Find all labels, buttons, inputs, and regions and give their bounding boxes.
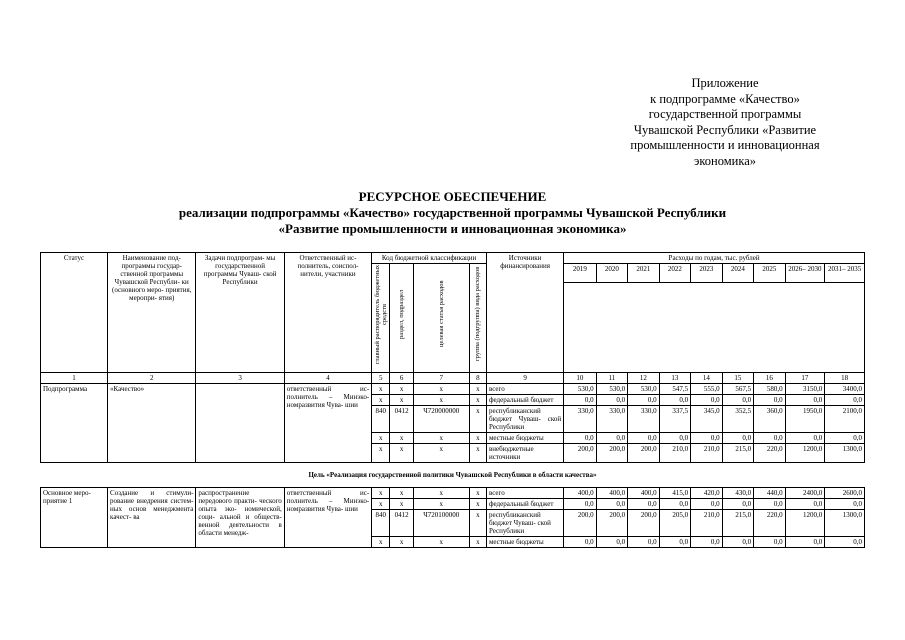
cell-value: 0,0 <box>628 537 659 548</box>
appendix-line: экономика» <box>693 153 757 168</box>
column-number: 4 <box>284 373 371 384</box>
cell-value: 0,0 <box>785 537 825 548</box>
cell-value: 440,0 <box>754 488 785 499</box>
header-status: Статус <box>41 253 108 373</box>
column-number: 11 <box>596 373 627 384</box>
cell-group: x <box>469 433 486 444</box>
cell-value: 330,0 <box>628 406 659 433</box>
cell-source: внебюджетные источники <box>486 444 563 463</box>
cell-value: 530,0 <box>564 384 597 395</box>
cell-value: 1200,0 <box>785 444 825 463</box>
cell-target: x <box>413 384 469 395</box>
column-number: 16 <box>754 373 785 384</box>
cell-grbs: x <box>372 488 390 499</box>
row-executor: ответственный ис- полнитель – Минэко- номразвития Чува- шии <box>284 384 371 463</box>
cell-value: 0,0 <box>628 433 659 444</box>
cell-group: x <box>469 537 486 548</box>
cell-value: 200,0 <box>596 510 627 537</box>
cell-value: 0,0 <box>564 395 597 406</box>
appendix-line: Приложение <box>691 76 759 90</box>
cell-section: x <box>390 395 413 406</box>
cell-value: 1300,0 <box>825 444 865 463</box>
column-number: 2 <box>108 373 196 384</box>
cell-value: 400,0 <box>628 488 659 499</box>
cell-value: 0,0 <box>659 433 690 444</box>
row-status: Основное меро- приятие 1 <box>41 488 108 548</box>
cell-value: 0,0 <box>722 395 753 406</box>
cell-group: x <box>469 406 486 433</box>
cell-value: 210,0 <box>691 444 722 463</box>
cell-grbs: x <box>372 433 390 444</box>
appendix-line: к подпрограмме «Качество» <box>650 91 800 106</box>
row-name: «Качество» <box>108 384 196 463</box>
cell-value: 0,0 <box>754 537 785 548</box>
cell-source: местные бюджеты <box>486 433 563 444</box>
document-subtitle: реализации подпрограммы «Качество» государственной программы Чувашской Республики <box>178 205 727 220</box>
document-title: РЕСУРСНОЕ ОБЕСПЕЧЕНИЕ <box>358 189 547 204</box>
header-code-target: целевая статья расходов <box>413 264 469 373</box>
header-year: 2024 <box>722 264 753 283</box>
header-year: 2022 <box>659 264 690 283</box>
cell-value: 2100,0 <box>825 406 865 433</box>
cell-value: 0,0 <box>596 537 627 548</box>
appendix-note <box>600 76 850 170</box>
cell-target: Ч720000000 <box>413 406 469 433</box>
cell-value: 580,0 <box>754 384 785 395</box>
cell-value: 345,0 <box>691 406 722 433</box>
cell-value: 200,0 <box>628 510 659 537</box>
cell-value: 547,5 <box>659 384 690 395</box>
column-number: 14 <box>691 373 722 384</box>
cell-section: x <box>390 537 413 548</box>
cell-value: 420,0 <box>691 488 722 499</box>
cell-group: x <box>469 488 486 499</box>
cell-value: 0,0 <box>628 395 659 406</box>
header-year: 2026– 2030 <box>785 264 825 283</box>
cell-target: x <box>413 433 469 444</box>
header-year: 2019 <box>564 264 597 283</box>
column-number: 9 <box>486 373 563 384</box>
cell-section: x <box>390 444 413 463</box>
column-number: 7 <box>413 373 469 384</box>
header-year: 2020 <box>596 264 627 283</box>
cell-value: 0,0 <box>825 395 865 406</box>
row-tasks <box>196 384 284 463</box>
cell-value: 0,0 <box>754 499 785 510</box>
row-executor: ответственный ис- полнитель – Минэко- номразвития Чува- шии <box>284 488 371 548</box>
cell-value: 0,0 <box>659 537 690 548</box>
cell-section: x <box>390 499 413 510</box>
cell-value: 220,0 <box>754 510 785 537</box>
cell-value: 200,0 <box>564 510 597 537</box>
cell-value: 530,0 <box>596 384 627 395</box>
cell-value: 215,0 <box>722 444 753 463</box>
row-status: Подпрограмма <box>41 384 108 463</box>
cell-value: 0,0 <box>564 433 597 444</box>
cell-grbs: 840 <box>372 510 390 537</box>
cell-group: x <box>469 510 486 537</box>
cell-value: 3150,0 <box>785 384 825 395</box>
cell-value: 210,0 <box>659 444 690 463</box>
cell-value: 415,0 <box>659 488 690 499</box>
column-number: 17 <box>785 373 825 384</box>
header-year: 2023 <box>691 264 722 283</box>
cell-value: 0,0 <box>596 499 627 510</box>
cell-grbs: x <box>372 395 390 406</box>
cell-value: 0,0 <box>825 499 865 510</box>
cell-grbs: 840 <box>372 406 390 433</box>
cell-group: x <box>469 499 486 510</box>
cell-value: 0,0 <box>722 433 753 444</box>
header-tasks: Задачи подпрограм- мы государственной программы Чуваш- ской Республики <box>196 253 284 373</box>
column-number: 10 <box>564 373 597 384</box>
cell-source: местные бюджеты <box>486 537 563 548</box>
cell-value: 205,0 <box>659 510 690 537</box>
cell-value: 430,0 <box>722 488 753 499</box>
column-number: 3 <box>196 373 284 384</box>
cell-value: 530,0 <box>628 384 659 395</box>
cell-value: 567,5 <box>722 384 753 395</box>
column-number: 15 <box>722 373 753 384</box>
column-number: 8 <box>469 373 486 384</box>
cell-source: федеральный бюджет <box>486 499 563 510</box>
cell-value: 1300,0 <box>825 510 865 537</box>
cell-value: 555,0 <box>691 384 722 395</box>
cell-value: 0,0 <box>659 499 690 510</box>
document-subtitle-2: «Развитие промышленности и инновационная экономика» <box>278 221 627 236</box>
cell-source: республиканский бюджет Чуваш- ской Республики <box>486 406 563 433</box>
cell-value: 0,0 <box>659 395 690 406</box>
cell-source: республиканский бюджет Чуваш- ской Республики <box>486 510 563 537</box>
cell-value: 0,0 <box>691 395 722 406</box>
cell-value: 0,0 <box>785 395 825 406</box>
cell-value: 330,0 <box>596 406 627 433</box>
cell-value: 0,0 <box>785 499 825 510</box>
header-code-grbs: главный распорядитель бюджетных средств <box>372 264 390 373</box>
cell-grbs: x <box>372 444 390 463</box>
cell-section: x <box>390 433 413 444</box>
cell-value: 0,0 <box>691 537 722 548</box>
cell-value: 0,0 <box>564 537 597 548</box>
table-row <box>41 488 865 499</box>
cell-value: 210,0 <box>691 510 722 537</box>
cell-value: 0,0 <box>722 499 753 510</box>
cell-group: x <box>469 384 486 395</box>
cell-group: x <box>469 444 486 463</box>
cell-target: x <box>413 444 469 463</box>
cell-value: 0,0 <box>691 499 722 510</box>
cell-value: 220,0 <box>754 444 785 463</box>
cell-value: 0,0 <box>754 433 785 444</box>
header-year: 2021 <box>628 264 659 283</box>
cell-value: 337,5 <box>659 406 690 433</box>
cell-value: 400,0 <box>564 488 597 499</box>
cell-value: 1950,0 <box>785 406 825 433</box>
cell-section: 0412 <box>390 406 413 433</box>
column-number: 13 <box>659 373 690 384</box>
cell-value: 2600,0 <box>825 488 865 499</box>
row-tasks: распространение передового практи- ческого опыта эко- номической, соци- альной и обществ- венной деятельности в области менедж- <box>196 488 284 548</box>
resource-table <box>40 252 865 548</box>
cell-value: 0,0 <box>722 537 753 548</box>
row-name: Создание и стимули- рование внедрения системных основ менеджмента качест- ва <box>108 488 196 548</box>
goal-heading: Цель «Реализация государственной политики Чувашской Республики в области качества» <box>41 463 865 488</box>
cell-source: федеральный бюджет <box>486 395 563 406</box>
cell-value: 0,0 <box>596 433 627 444</box>
header-code-section: раздел, подраздел <box>390 264 413 373</box>
cell-value: 360,0 <box>754 406 785 433</box>
cell-value: 200,0 <box>564 444 597 463</box>
header-year-spacer <box>564 283 865 373</box>
cell-target: x <box>413 537 469 548</box>
cell-target: Ч720100000 <box>413 510 469 537</box>
table-row <box>41 384 865 395</box>
cell-grbs: x <box>372 384 390 395</box>
header-year: 2031– 2035 <box>825 264 865 283</box>
header-executor: Ответственный ис- полнитель, соиспол- нители, участники <box>284 253 371 373</box>
cell-value: 0,0 <box>825 433 865 444</box>
cell-value: 0,0 <box>691 433 722 444</box>
cell-value: 200,0 <box>596 444 627 463</box>
appendix-line: государственной программы <box>648 107 802 122</box>
cell-value: 0,0 <box>596 395 627 406</box>
header-expenses: Расходы по годам, тыс. рублей <box>564 253 865 264</box>
cell-value: 2400,0 <box>785 488 825 499</box>
cell-value: 0,0 <box>564 499 597 510</box>
cell-value: 400,0 <box>596 488 627 499</box>
appendix-line: Чувашской Республики «Развитие <box>633 122 817 137</box>
cell-value: 352,5 <box>722 406 753 433</box>
cell-target: x <box>413 395 469 406</box>
cell-value: 0,0 <box>785 433 825 444</box>
cell-section: 0412 <box>390 510 413 537</box>
column-number: 12 <box>628 373 659 384</box>
cell-value: 330,0 <box>564 406 597 433</box>
cell-value: 1200,0 <box>785 510 825 537</box>
cell-source: всего <box>486 488 563 499</box>
cell-section: x <box>390 488 413 499</box>
cell-value: 3400,0 <box>825 384 865 395</box>
header-name: Наименование под- программы государ- ственной программы Чувашской Республи- ки (основного меро- приятия, меропри- ятия) <box>108 253 196 373</box>
column-number: 18 <box>825 373 865 384</box>
column-number: 5 <box>372 373 390 384</box>
header-budget-code: Код бюджетной классификации <box>372 253 487 264</box>
appendix-line: промышленности и инновационная <box>630 138 820 153</box>
cell-target: x <box>413 499 469 510</box>
cell-grbs: x <box>372 537 390 548</box>
header-year: 2025 <box>754 264 785 283</box>
cell-section: x <box>390 384 413 395</box>
cell-value: 0,0 <box>754 395 785 406</box>
cell-value: 215,0 <box>722 510 753 537</box>
cell-value: 0,0 <box>825 537 865 548</box>
cell-target: x <box>413 488 469 499</box>
cell-source: всего <box>486 384 563 395</box>
cell-group: x <box>469 395 486 406</box>
cell-value: 200,0 <box>628 444 659 463</box>
cell-grbs: x <box>372 499 390 510</box>
column-number: 6 <box>390 373 413 384</box>
cell-value: 0,0 <box>628 499 659 510</box>
header-sources: Источники финансирования <box>486 253 563 373</box>
header-code-group: группа (подгруппа) вида расходов <box>469 264 486 373</box>
column-number: 1 <box>41 373 108 384</box>
